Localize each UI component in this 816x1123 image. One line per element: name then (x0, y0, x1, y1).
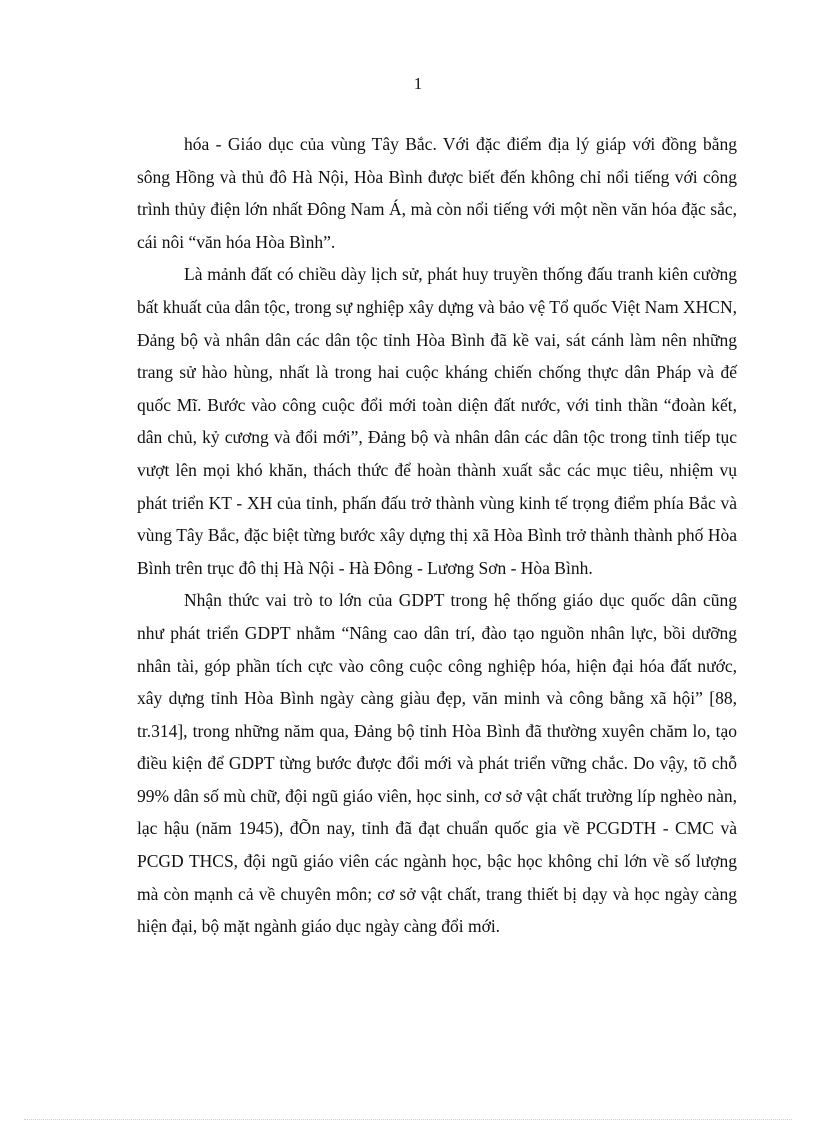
paragraph-3: Nhận thức vai trò to lớn của GDPT trong hệ thống giáo dục quốc dân cũng như phát triển GDPT nhằm “Nâng cao dân trí, đào tạo nguồn nhân lực, bồi dưỡng nhân tài, góp phần tích cực vào công cuộc công nghiệp hóa, hiện đại hóa đất nước, xây dựng tỉnh Hòa Bình ngày càng giàu đẹp, văn minh và công bằng xã hội” [88, tr.314], trong những năm qua, Đảng bộ tỉnh Hòa Bình đã thường xuyên chăm lo, tạo điều kiện để GDPT từng bước được đổi mới và phát triển vững chắc. Do vậy, tõ chỗ 99% dân số mù chữ, đội ngũ giáo viên, học sinh, cơ sở vật chất trường líp nghèo nàn, lạc hậu (năm 1945), đÕn nay, tỉnh đã đạt chuẩn quốc gia về PCGDTH - CMC và PCGD THCS, đội ngũ giáo viên các ngành học, bậc học không chỉ lớn về số lượng mà còn mạnh cả về chuyên môn; cơ sở vật chất, trang thiết bị dạy và học ngày càng hiện đại, bộ mặt ngành giáo dục ngày càng đổi mới. (137, 590, 737, 937)
paragraph-2: Là mảnh đất có chiều dày lịch sử, phát huy truyền thống đấu tranh kiên cường bất khuất của dân tộc, trong sự nghiệp xây dựng và bảo vệ Tổ quốc Việt Nam XHCN, Đảng bộ và nhân dân các dân tộc tỉnh Hòa Bình đã kề vai, sát cánh làm nên những trang sử hào hùng, nhất là trong hai cuộc kháng chiến chống thực dân Pháp và đế quốc Mĩ. Bước vào công cuộc đổi mới toàn diện đất nước, với tinh thần “đoàn kết, dân chủ, kỷ cương và đổi mới”, Đảng bộ và nhân dân các dân tộc trong tỉnh tiếp tục vượt lên mọi khó khăn, thách thức để hoàn thành xuất sắc các mục tiêu, nhiệm vụ phát triển KT - XH của tỉnh, phấn đấu trở thành vùng kinh tế trọng điểm phía Bắc và vùng Tây Bắc, đặc biệt từng bước xây dựng thị xã Hòa Bình trở thành thành phố Hòa Bình trên trục đô thị Hà Nội - Hà Đông - Lương Sơn - Hòa Bình. (137, 264, 737, 578)
document-body (137, 128, 737, 943)
page-bottom-divider (24, 1119, 792, 1120)
paragraph-1: hóa - Giáo dục của vùng Tây Bắc. Với đặc điểm địa lý giáp với đồng bằng sông Hồng và thủ đô Hà Nội, Hòa Bình được biết đến không chỉ nổi tiếng với công trình thủy điện lớn nhất Đông Nam Á, mà còn nổi tiếng với một nền văn hóa đặc sắc, cái nôi “văn hóa Hòa Bình”. (137, 134, 737, 252)
page-number: 1 (413, 74, 423, 93)
